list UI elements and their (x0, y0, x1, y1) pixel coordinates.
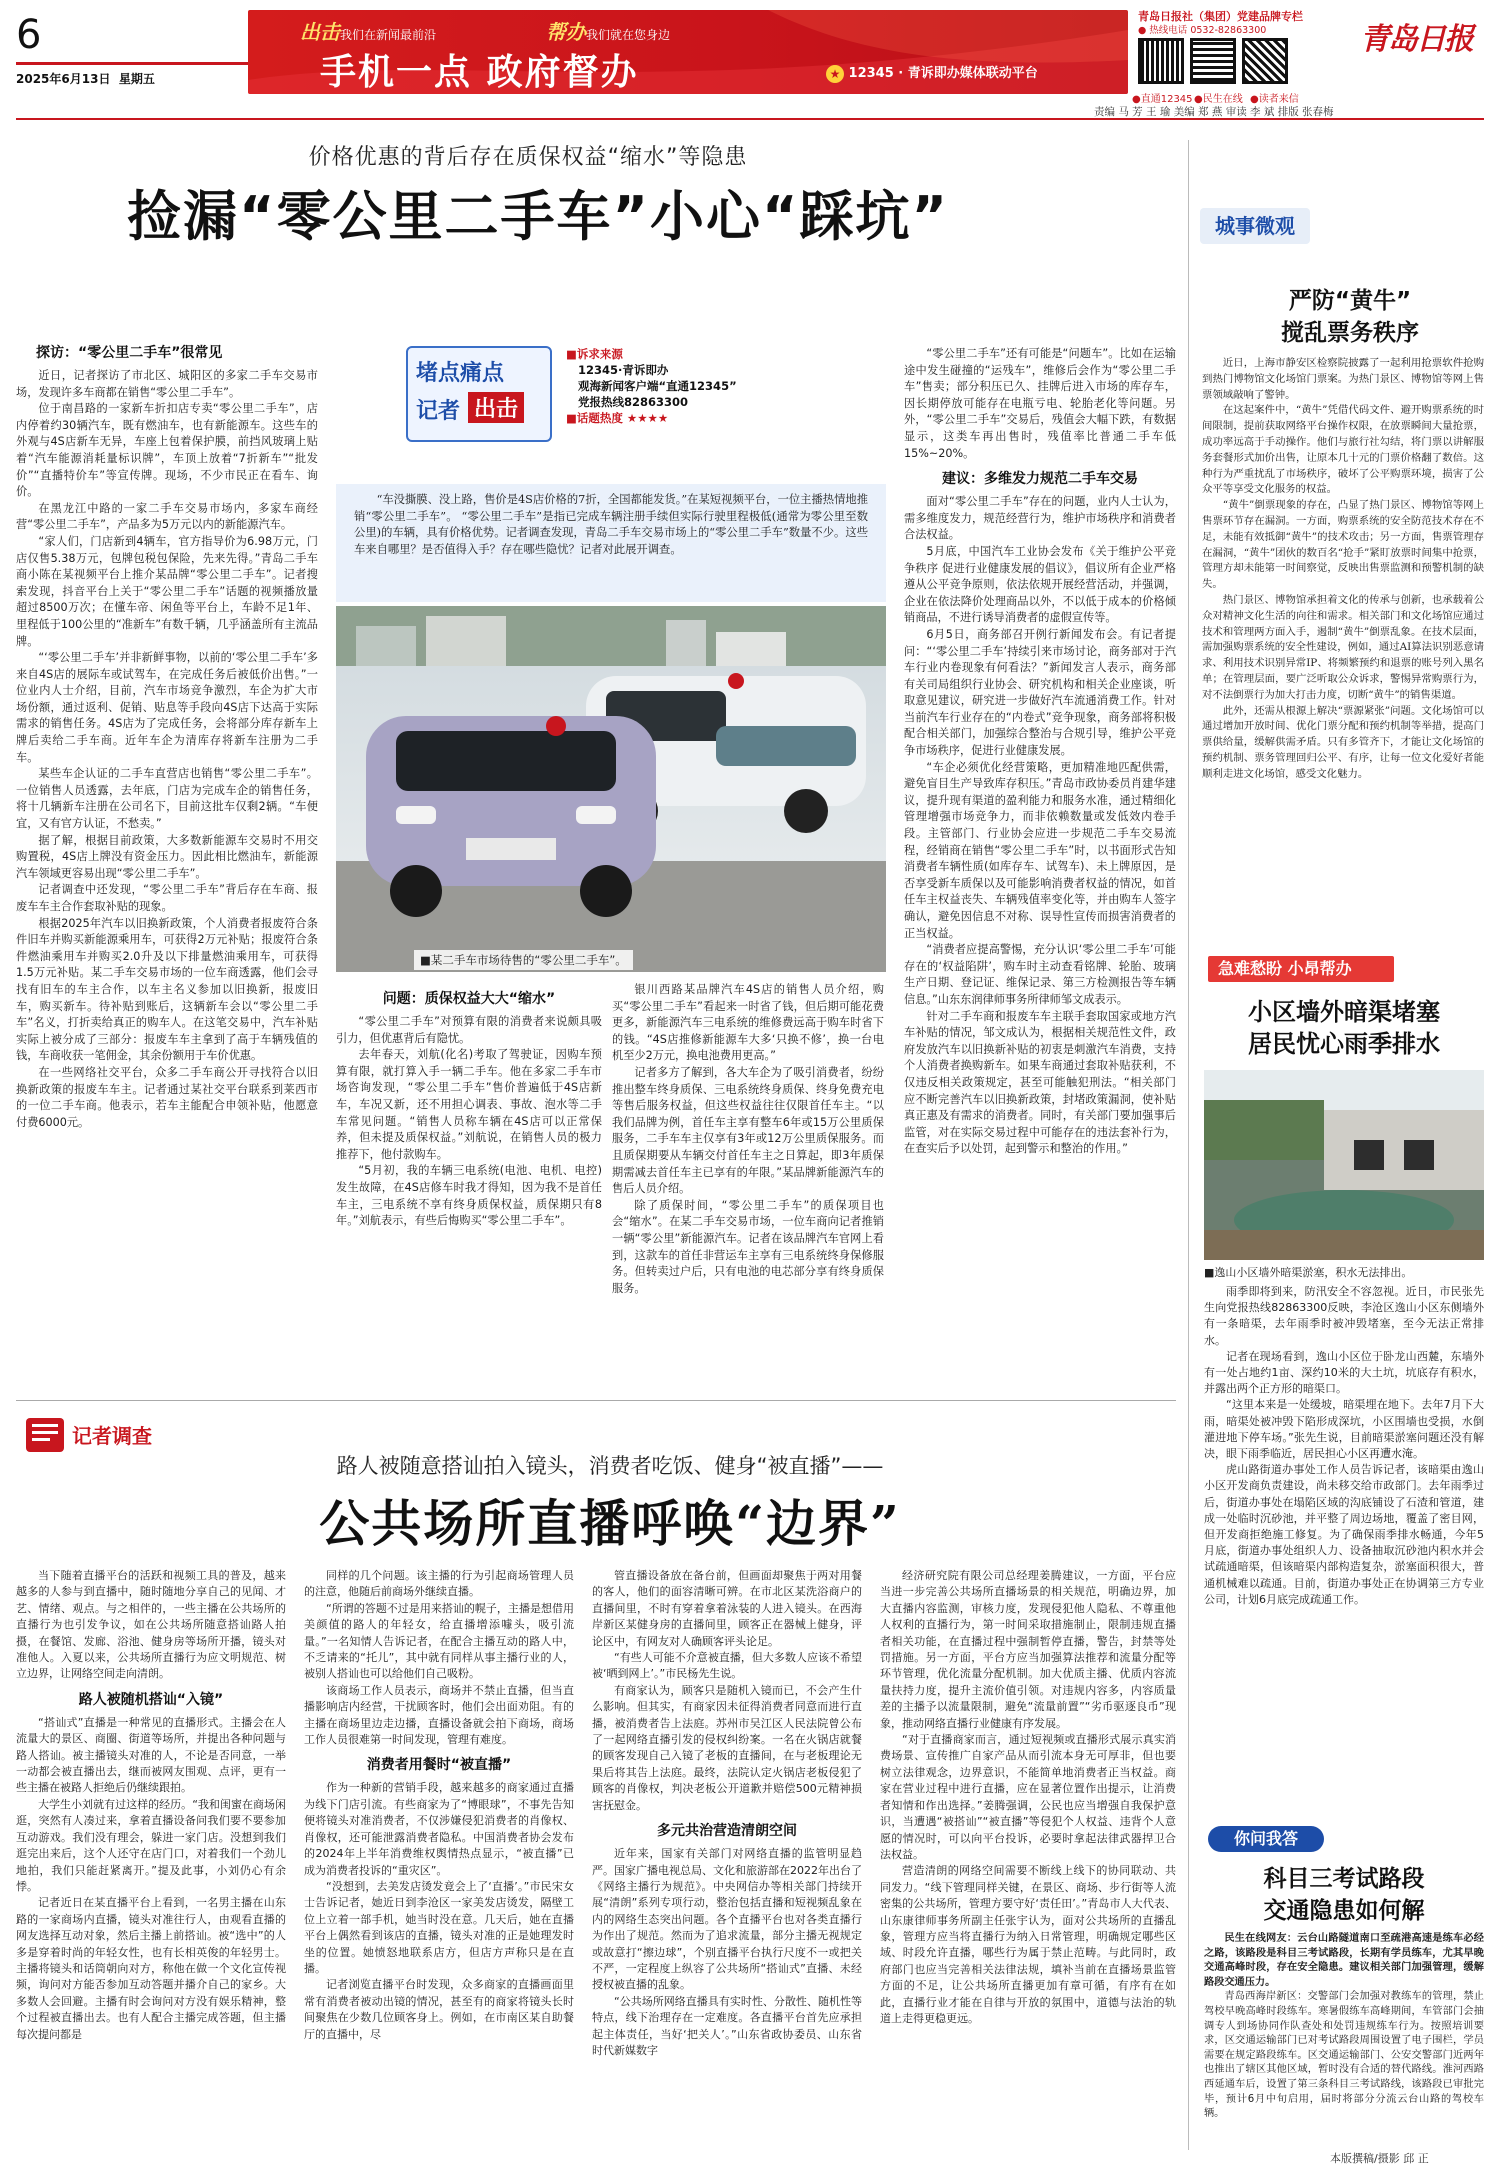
header-rule (16, 62, 272, 65)
story1-photo-caption: ■某二手车市场待售的“零公里二手车”。 (414, 950, 633, 970)
story1-kicker: 价格优惠的背后存在质保权益“缩水”等隐患 (308, 145, 748, 170)
paragraph: 银川西路某品牌汽车4S店的销售人员介绍，购买“零公里二手车”看起来一时省了钱，但后期可能花费更多，新能源汽车三电系统的维修费远高于购车时省下的钱。“4S店推修新能源车大多‘只换不修’，换一台电机至少2万元，换电池费用更高。” (612, 983, 884, 1063)
paragraph: 去年春天，刘航(化名)考取了驾驶证，因购车预算有限，就打算入手一辆二手车。他在多家二手车市场咨询发现，“零公里二手车”售价普遍低于4S店新车，车况又新，还不用担心调表、事故、泡水等二手车常见问题。“销售人员称车辆在4S店可以正常保养，但未提及质保权益。”刘航说，在销售人员的极力推荐下，他付款购车。 (336, 1048, 602, 1161)
paragraph: 营造清朗的网络空间需要不断线上线下的协同联动、共同发力。“线下管理同样关键，在景区、商场、步行街等人流密集的公共场所，管理方要守好‘责任田’。”青岛市人大代表、山东康律师事务所副主任张宇认为，面对公共场所的直播乱象，管理方应当将直播行为纳入日常管理，明确规定哪些区域、时段允许直播，哪些行为属于禁止范畴。与此同时，政府部门也应当完善相关法律法规，填补当前在直播场景监管方面的不足，让公共场所直播更加有章可循，有序有在如此，直播行业才能在自律与开放的氛围中，道德与法治的轨道上走得更稳更远。 (880, 1864, 1176, 2025)
paragraph: “零公里二手车”对预算有限的消费者来说颇具吸引力，但优惠背后有隐忧。 (336, 1015, 602, 1045)
side1-body (1202, 356, 1484, 940)
paragraph: 某些车企认证的二手车直营店也销售“零公里二手车”。一位销售人员透露，去年底，门店为完成车企的销售任务，将十几辆新车注册在公司名下，目前这批车仅剩2辆。“车便宜，又有官方认证，不愁卖。” (16, 767, 318, 831)
story2-sub-3: 多元共治营造清朗空间 (657, 1823, 797, 1840)
paragraph: “5月初，我的车辆三电系统(电池、电机、电控)发生故障，在4S店修车时我才得知，因为我不是首任车主，三电系统不享有终身质保权益，质保期只有8年。”刘航表示，有些后悔购买“零公里二手车”。 (336, 1164, 602, 1228)
side2-photo (1204, 1070, 1484, 1260)
paragraph: 记者近日在某直播平台上看到，一名男主播在山东路的一家商场内直播，镜头对准往行人，由观看直播的网友选择互动对象，然后主播上前搭讪。被“选中”的人多是穿着时尚的年轻女性，也有长相英俊的年轻男士。主播将镜头和话筒朝向对方，称他在做一个文化宣传视频，询问对方能否参加互动答题并播介自己的家乡。大多数人会回避。主播有时会询问对方没有娱乐精神，整个过程被直播出去。也有人配合主播完成答题，但主播每次提问都是 (16, 1896, 286, 2041)
banner (248, 10, 1128, 94)
masthead (0, 0, 1500, 116)
story2-rule (16, 1400, 1176, 1401)
paragraph: “这里本来是一处缓坡，暗渠埋在地下。去年7月下大雨，暗渠处被冲毁下陷形成深坑，小区围墙也受损，水倒灌进地下停车场。”张先生说，目前暗渠淤塞问题还没有解决，眼下雨季临近，居民担心小区再遭水淹。 (1204, 1398, 1484, 1461)
paragraph: “对于直播商家而言，通过短视频或直播形式展示真实消费场景、宣传推广自家产品从而引流本身无可厚非，但也要树立法律观念，边界意识，不能简单地消费者正当权益。商家在营业过程中进行直播，应在显著位置作出提示，让消费者知情和作出选择。”姜腾强调，公民也应当增强自我保护意识，当遭遇“被搭讪”“被直播”等侵犯个人权益、违背个人意愿的情况时，可以向平台投诉，必要时拿起法律武器捍卫合法权益。 (880, 1733, 1176, 1861)
heat-stars: ★★★★ (626, 411, 669, 425)
side3-headline-1: 科目三考试路段 (1263, 1866, 1425, 1892)
qr-code-1[interactable] (1138, 38, 1184, 84)
paragraph: “黄牛”倒票现象的存在，凸显了热门景区、博物馆等网上售票环节存在漏洞。一方面，购票系统的安全防范技术存在不足，未能有效抵御“黄牛”的技术攻击；另一方面，售票管理存在漏洞，“黄牛”团伙的数百名“抢手”紧盯放票时间集中抢票，管理方却未能第一时间察觉，反映出售票监测和预警机制的缺失。 (1202, 499, 1484, 591)
side2-headline-1: 小区墙外暗渠堵塞 (1248, 998, 1440, 1026)
side1-headline-2: 搅乱票务秩序 (1281, 320, 1419, 346)
qr-code-2[interactable] (1190, 38, 1236, 84)
masthead-rule (16, 118, 1484, 120)
side1-headline-1: 严防“黄牛” (1288, 288, 1412, 314)
source-box: ■诉求来源 12345·青诉即办 观海新闻客户端“直通12345” 党报热线82863300 ■话题热度 ★★★★ (566, 346, 816, 446)
story1-sub-1: 探访：“零公里二手车”很常见 (36, 345, 223, 361)
story2-column-tag (22, 1412, 182, 1458)
paragraph: “没想到，去美发店烫发竟会上了‘直播’。”市民宋女士告诉记者，她近日到李沧区一家美发店烫发，隔壁工位上立着一部手机，她当时没在意。几天后，她在直播平台上偶然看到该店的直播，镜头对准的正是她理发时坐的位置。她愤怒地联系店方，但店方声称只是在直播。 (304, 1879, 574, 1975)
page-number: 6 (16, 12, 42, 58)
heat-label: 话题热度 (576, 411, 623, 425)
paragraph: 虎山路街道办事处工作人员告诉记者，该暗渠由逸山小区开发商负责建设，尚未移交给市政部门。去年雨季过后，街道办事处在塌陷区域的沟底铺设了石渣和管道，建成一处临时沉砂池，并平整了周边场地，覆盖了密目网，但开发商拒绝施工修复。为了确保雨季排水畅通，今年5月底，街道办事处组织人力、设备抽取沉砂池内积水并会试疏通暗渠，但该暗渠内部构造复杂，淤塞面积很大，普通机械难以疏通。目前，街道办事处正在协调第三方专业公司，计划6月底完成疏通工作。 (1204, 1463, 1484, 1606)
story1-badge (406, 346, 552, 442)
qr-code-3[interactable] (1242, 38, 1288, 84)
side3-column-tag: 你问我答 (1208, 1826, 1324, 1852)
banner-slogan-1: 出击我们在新闻最前沿 (300, 20, 437, 44)
story1-headline: 捡漏“零公里二手车”小心“踩坑” (127, 185, 949, 248)
paragraph: 6月5日，商务部召开例行新闻发布会。有记者提问：“‘零公里二手车’持续引来市场讨论，商务部对于汽车行业内卷现象有何看法？”新闻发言人表示，商务部有关司局组织行业协会、研究机构和相关企业座谈，听取意见建议，研究进一步做好汽车流通消费工作。针对当前汽车行业存在的“内卷式”竞争现象，商务部将积极配合相关部门，加强综合整治与合规引导，维护公平竞争市场秩序，促进行业健康发展。 (904, 627, 1176, 758)
badge-line-3: 出击 (468, 392, 524, 423)
badge-line-2: 记者 (416, 399, 461, 424)
paragraph: “有些人可能不介意被直播，但大多数人应该不希望被‘晒到网上’。”市民杨先生说。 (592, 1651, 862, 1681)
paragraph: 此外，还需从根源上解决“票源紧张”问题。文化场馆可以通过增加开放时间、优化门票分配和预约机制等举措，提高门票供给量，缓解供需矛盾。只有多管齐下，才能让文化场馆的预约机制、票务管理回归公平、有序，让每一位文化爱好者能顺利走进文化场馆，感受文化魅力。 (1202, 704, 1484, 780)
paragraph: 记者多方了解到，各大车企为了吸引消费者，纷纷推出整车终身质保、三电系统终身质保、终身免费充电等售后服务权益，但这些权益往往仅限首任车主。“以我们品牌为例，首任车主享有整车6年或15万公里质保服务，二手车车主仅享有3年或12万公里质保服务。而且质保期要从车辆交付首任车主之日算起，即3年质保期需减去首任车主已享有的年限。”某品牌新能源汽车的售后人员介绍。 (612, 1065, 884, 1196)
story1-sub-2: 问题：质保权益大大“缩水” (382, 991, 556, 1007)
paragraph: 经济研究院有限公司总经理姜腾建议，一方面，平台应当进一步完善公共场所直播场景的相关规范，明确边界，加大直播内容监测，审核力度，发现侵犯他人隐私、不尊重他人权利的直播行为，第一时间采取措施制止，限制违规直播者相关功能，在直播过程中强制暂停直播，警告，封禁等处罚措施。另一方面，平台方应当加强算法推荐和流量分配等环节管理，优化流量分配机制。加大优质主播、优质内容流量扶持力度，提升主流价值引领。对违规内容多，内容质量差的主播予以流量限制，避免“流量前置”“劣币驱逐良币”现象，推动网络直播行业健康有序发展。 (880, 1569, 1176, 1730)
story1-column-1 (16, 342, 318, 1392)
date-text: 2025年6月13日 (16, 72, 111, 86)
paragraph: 针对二手车商和报废车车主联手套取国家或地方汽车补贴的情况，邹文成认为，根据相关规范性文件，政府发放汽车以旧换新补贴的初衷是刺激汽车消费，支持个人消费者换购新车。如果车商通过套取补贴获利，不仅违反相关政策规定，甚至可能触犯刑法。“相关部门应不断完善汽车以旧换新政策，封堵政策漏洞，使补贴真正惠及有需求的消费者。同时，有关部门要加强事后监管，对在实际交易过程中可能存在的违法套补行为，在查实后予以处罚，起到警示和整治的作用。” (904, 1009, 1176, 1156)
paragraph: “家人们，门店新到4辆车，官方指导价为6.98万元，门店仅售5.38万元，包牌包税包保险，先来先得。”青岛二手车商小陈在某视频平台上推介某品牌“零公里二手车”。记者搜索发现，抖音平台上关于“零公里二手车”话题的视频播放量超过8500万次；在懂车帝、闲鱼等平台上，车龄不足1年、里程低于100公里的“准新车”有数千辆，几乎涵盖所有主流品牌。 (16, 534, 318, 648)
story2-kicker: 路人被随意搭讪拍入镜头，消费者吃饭、健身“被直播”—— (336, 1454, 884, 1478)
paragraph: 管直播设备放在备台前，但画面却聚焦于两对用餐的客人，他们的面容清晰可辨。在市北区某洗浴商户的直播间里，不时有穿着拿着泳装的人进入镜头。在西海岸新区某健身房的直播间里，顾客正在器械上健身，评论区中，有网友对人确顾客评头论足。 (592, 1569, 862, 1648)
column-divider (1188, 140, 1189, 2150)
paragraph: 有商家认为，顾客只是随机入镜而已，不会产生什么影响。但其实，有商家因未征得消费者同意而进行直播，被消费者告上法庭。苏州市吴江区人民法院曾公布了一起网络直播引发的侵权纠纷案。一名在火锅店就餐的顾客发现自己入镜了老板的直播间，在与老板理论无果后将其告上法庭。最终，法院认定火锅店老板侵犯了顾客的肖像权，判决老板公开道歉并赔偿500元精神损害抚慰金。 (592, 1683, 862, 1812)
paragraph: “车企必须优化经营策略，更加精准地匹配供需，避免盲目生产导致库存积压。”青岛市政协委员肖建华建议，提升现有渠道的盈利能力和服务水准，通过精细化管理增强市场竞争力，而非依赖数量或发低效内卷手段。主管部门、行业协会应进一步规范二手车交易流程，经销商在销售“零公里二手车”时，以书面形式告知消费者车辆性质(如库存车、试驾车)、未上牌原因，是否享受新车质保以及可能影响消费者权益的情况，如首任车主权益丧失、车辆残值率变化等，并由购车人签字确认，避免因信息不对称、误导性宣传而损害消费者的正当权益。 (904, 760, 1176, 940)
side2-body (1204, 1284, 1484, 1812)
paragraph: 近年来，国家有关部门对网络直播的监管明显趋严。国家广播电视总局、文化和旅游部在2022年出台了《网络主播行为规范》。中央网信办等相关部门持续开展“清朗”系列专项行动，整治包括直播和短视频乱象在内的网络生态突出问题。各个直播平台也对各类直播行为作出了规范。然而为了追求流量，部分主播无视规定或故意打“擦边球”，个别直播平台执行尺度不一或把关不严，一定程度上纵容了公共场所“搭讪式”直播、未经授权被直播的乱象。 (592, 1847, 862, 1992)
newspaper-logo: 青岛日报 (1360, 22, 1472, 57)
qr-label-1: ●直通12345 (1132, 94, 1193, 105)
side3-body (1204, 1932, 1484, 2144)
paragraph: 5月底，中国汽车工业协会发布《关于维护公平竞争秩序 促进行业健康发展的倡议》，倡议所有企业严格遵从公平竞争原则，依法依规开展经营活动，并强调，企业在依法降价处理商品以外，不以低于成本的价格倾销商品，不进行诱导消费者的虚假宣传等。 (904, 544, 1176, 625)
banner-main: 手机一点 政府督办 (320, 52, 639, 93)
qr-label-2: ●民生在线 (1194, 94, 1243, 105)
paragraph: “所谓的答题不过是用来搭讪的幌子，主播是想借用美颜值的路人的年轻女，给直播增添噱头，吸引流量。”一名知情人告诉记者，在配合主播互动的路人中，不乏请来的“托儿”，其中就有同样从事主播行业的人，被别人搭讪也可以给他们自己吸粉。 (304, 1601, 574, 1681)
answer-paragraph: 青岛西海岸新区：交警部门会加强对教练车的管理，禁止驾校早晚高峰时段练车。寒暑假练车高峰期间，车管部门会抽调专人到场协同作队查处和处罚违规练车行为。按照培训要求，区交通运输部门已对考试路段周围设置了电子围栏，学员需要在规定路段练车。区交通运输部门、公安交警部门近两年也推出了辖区其他区域，暂时没有合适的替代路线。淮河西路西延通车后，设置了第三条科目三考试路线，该路段已审批完毕，预计6月中旬启用，届时将部分分流云台山路的驾校车辆。 (1204, 1991, 1484, 2120)
story2-sub-2: 消费者用餐时“被直播” (366, 1757, 512, 1774)
side3-headline-2: 交通隐患如何解 (1263, 1898, 1425, 1924)
source-title: 诉求来源 (576, 347, 623, 361)
paragraph: 近日，记者探访了市北区、城阳区的多家二手车交易市场，发现许多车商都在销售“零公里二手车”。 (16, 369, 318, 399)
paragraph: 在一些网络社交平台，众多二手车商公开寻找符合以旧换新政策的报废车车主。记者通过某社交平台联系到莱西市的一位二手车商。他表示，若车主能配合申领补贴，他愿意付费6000元。 (16, 1065, 318, 1129)
phone-text: ● 热线电话 0532-82863300 (1138, 25, 1267, 36)
story1-column-3 (612, 982, 884, 1392)
story1-sub-3: 建议：多维发力规范二手车交易 (942, 471, 1138, 488)
paragraph: 据了解，根据目前政策，大多数新能源车交易时不用交购置税，4S店上牌没有资金压力。因此相比燃油车，新能源汽车领域更容易出现“零公里二手车”。 (16, 833, 318, 880)
paragraph: 面对“零公里二手车”存在的问题，业内人士认为，需多维度发力，规范经营行为，维护市场秩序和消费者合法权益。 (904, 495, 1176, 542)
column-label: 记者调查 (72, 1424, 152, 1448)
story2-column-1 (16, 1568, 286, 2164)
source-line-2: 12345·青诉即办 (578, 363, 669, 377)
question-paragraph: 民生在线网友：云台山路隧道南口至疏港高速是练车必经之路，该路段是科目三考试路段，长期有学员练车，尤其早晚交通高峰时段，存在安全隐患。建议相关部门加强管理，缓解路段交通压力。 (1204, 1933, 1484, 1988)
banner-slogan-2: 帮办我们就在您身边 (546, 20, 671, 44)
badge-line-1: 堵点痛点 (416, 361, 505, 386)
paragraph: “公共场所网络直播具有实时性、分散性、随机性等特点，线下治理存在一定难度。各直播平台首先应承担起主体责任，当好‘把关人’。”山东省政协委员、山东省时代新媒数字 (592, 1994, 862, 2057)
paragraph: “消费者应提高警惕，充分认识‘零公里二手车’可能存在的‘权益陷阱’，购车时主动查看铭牌、轮胎、玻璃生产日期、登记证、维保记录、第三方检测报告等车辆信息。”山东东润律师事务所律师邹文成表示。 (904, 943, 1176, 1006)
sponsor-text: 青岛日报社（集团）党建品牌专栏 (1138, 10, 1303, 23)
paragraph: “‘零公里二手车’并非新鲜事物，以前的‘零公里二手车’多来自4S店的展际车或试驾车，在完成任务后被低价出售。”一位业内人士介绍，目前，汽车市场竞争激烈，车企为扩大市场份额，通过返利、促销、贴息等手段向4S店下达高于实际需求的销售任务。4S店为了完成任务，会将部分库存新车上牌后卖给二手车商。近年车企为清库存将新车注册为二手车。 (16, 651, 318, 764)
side1-column-tag: 城事微观 (1200, 208, 1310, 244)
qr-label-3: ●读者来信 (1250, 94, 1299, 105)
source-line-4: 党报热线82863300 (578, 395, 689, 409)
paragraph: 在黑龙江中路的一家二手车交易市场内，多家车商经营“零公里二手车”，产品多为5万元以内的新能源汽车。 (16, 501, 318, 532)
paragraph: 该商场工作人员表示，商场并不禁止直播，但当直播影响店内经营，干扰顾客时，他们会出面劝阻。有的主播在商场里边走边播，直播设备就会拍下商场，商场工作人员很难第一时间发现，管理有难度。 (304, 1683, 574, 1747)
blocked-drain-photo (1204, 1070, 1484, 1260)
paragraph: 作为一种新的营销手段，越来越多的商家通过直播为线下门店引流。有些商家为了“博眼球”，不事先告知便将镜头对准消费者，不仅涉嫌侵犯消费者的肖像权、肖像权，还可能泄露消费者隐私。中国消费者协会发布的2024年上半年消费维权舆情热点显示，“被直播”已成为消费者投诉的“重灾区”。 (304, 1781, 574, 1877)
paragraph: 当下随着直播平台的活跃和视频工具的普及，越来越多的人参与到直播中，随时随地分享自己的见闻、才艺、情绪、观点。与之相伴的，一些主播在公共场所的直播行为也引发争议，如在公共场所随意搭讪路人拍摄，在餐馆、发廊、浴池、健身房等场所开播，镜头对准他人。入夏以来，公共场所直播行为应文明规范、树立边界，让网络空间走向清朗。 (16, 1569, 286, 1681)
paragraph: “搭讪式”直播是一种常见的直播形式。主播会在人流量大的景区、商圈、街道等场所，并提出各种问题与路人搭讪。被主播镜头对准的人，不论是否同意，一举一动都会被直播出去，继而被网友围观、点评，更有一些主播在被路人拒绝后仍继续跟拍。 (16, 1715, 286, 1795)
page-footer-credit: 本版撰稿/摄影 邱 正 (1330, 2152, 1429, 2165)
story2-column-4 (880, 1568, 1176, 2164)
paragraph: 大学生小刘就有过这样的经历。“我和闺蜜在商场闲逛，突然有人凑过来，拿着直播设备问我们要不要参加互动游戏。我们没有理会，躲进一家门店。没想到我们逛完出来后，这个人还守在店门口，对着我们一个劲儿地拍，我们只能赶紧离开。”提及此事，小刘仍心有余悸。 (16, 1797, 286, 1893)
story1-photo (336, 606, 886, 972)
header-credits: 责编 马 芳 王 瑜 美编 郑 燕 审读 李 斌 排版 张春梅 (1094, 106, 1334, 118)
paragraph: “零公里二手车”还有可能是“问题车”。比如在运输途中发生碰撞的“运残车”，维修后会作为“零公里二手车”售卖；部分积压已久、挂牌后进入市场的库存车，因长期停放可能存在电瓶亏电、轮胎老化等问题。另外，“零公里二手车”交易后，残值会大幅下跌，有数据显示，这类车再出售时，残值率比普通二手车低15%~20%。 (904, 347, 1176, 460)
story2-sub-1: 路人被随机搭讪“入镜” (78, 1691, 224, 1708)
paragraph: 同样的几个问题。该主播的行为引起商场管理人员的注意，他随后前商场外继续直播。 (304, 1569, 574, 1599)
story1-intro: “车没撕膜、没上路，售价是4S店价格的7折，全国都能发货。”在某短视频平台，一位主播热情地推销“零公里二手车”。 “零公里二手车”是指已完成车辆注册手续但实际行驶里程极低(通常为零公里至数公里)的车辆，具有价格优势。记者调查发现，青岛二手车交易市场上的“零公里二手车”数量不少。这些车来自哪里？是否值得入手？存在哪些隐忧？记者对此展开调查。 (336, 484, 886, 602)
paragraph: 记者调查中还发现，“零公里二手车”背后存在车商、报废车车主合作套取补贴的现象。 (16, 883, 318, 913)
source-line-3: 观海新闻客户端“直通12345” (578, 379, 737, 393)
paragraph: 记者在现场看到，逸山小区位于卧龙山西麓，东墙外有一处占地约1亩、深约10米的大土坑，坑底存有积水，并露出两个正方形的暗渠口。 (1204, 1349, 1484, 1396)
paragraph: 根据2025年汽车以旧换新政策，个人消费者报废符合条件旧车并购买新能源乘用车，可获得2万元补贴；报废符合条件燃油乘用车并购买2.0升及以下排量燃油乘用车，可获得1.5万元补贴。某二手车交易市场的一位车商透露，他们会寻找有旧车的车主合作，以车主名义参加以旧换新，报废旧车，购买新车。待补贴到账后，这辆新车会以“零公里二手车”名义，打折卖给真正的购车人。在这笔交易中，汽车补贴实际上被分成了三部分：报废车车主拿到了高于车辆残值的钱，车商收获一笔佣金，其余份额用于车价优惠。 (16, 916, 318, 1063)
side2-column-tag: 急难愁盼 小昂帮办 (1208, 956, 1394, 982)
paragraph: 除了质保时间，“零公里二手车”的质保项目也会“缩水”。在某二手车交易市场，一位车商向记者推销一辆“零公里”新能源汽车。记者在该品牌汽车官网上看到，这款车的首任非营运车主享有三电系统终身保修服务。但转卖过户后，只有电池的电芯部分享有终身质保服务。 (612, 1198, 884, 1295)
story2-column-2 (304, 1568, 574, 2164)
paragraph: 热门景区、博物馆承担着文化的传承与创新，也承载着公众对精神文化生活的向往和需求。相关部门和文化场馆应通过技术和管理两方面入手，遏制“黄牛”倒票乱象。在技术层面，需加强购票系统的安全性建设，例如，通过AI算法识别恶意请求、利用技术识别异常IP、将频繁预约和退票的账号列入黑名单；在管理层面，要广泛听取公众诉求，警惕异常购票行为，对不法倒票行为加大打击力度，切断“黄牛”的销售渠道。 (1202, 593, 1484, 701)
side2-headline-2: 居民忧心雨季排水 (1248, 1030, 1440, 1058)
story2-headline: 公共场所直播呼唤“边界” (319, 1494, 901, 1553)
paragraph: 在这起案件中，“黄牛”凭借代码文件、避开购票系统的时间限制，提前获取网络平台操作权限，在放票瞬间大量抢票，成功率远高于手动操作。他们与旅行社勾结，将门票以讲解服务套餐形式加价出售，让原本几十元的门票价格翻了数倍。这种行为严重扰乱了市场秩序，破坏了公平购票环境，损害了公众平等享受文化服务的权益。 (1202, 404, 1484, 496)
party-emblem-icon: ★ (826, 65, 844, 83)
side2-photo-caption: ■逸山小区墙外暗渠淤塞，积水无法排出。 (1204, 1266, 1413, 1279)
story1-column-2 (336, 982, 602, 1392)
banner-hotline: ★ 12345 · 青诉即办媒体联动平台 (826, 62, 1038, 83)
story2-column-3 (592, 1568, 862, 2164)
paragraph: 位于南昌路的一家新车折扣店专卖“零公里二手车”，店内停着约30辆汽车，既有燃油车，也有新能源车。这些车的外观与4S店新车无异，车座上包着保护膜，前挡风玻璃上贴着“汽车能源消耗量标识牌”，车顶上放着“7折新车”“批发价”“直播特价车”等宣传牌。现场，不少市民正在看车、询价。 (16, 402, 318, 499)
paragraph: 雨季即将到来，防汛安全不容忽视。近日，市民张先生向党报热线82863300反映，李沧区逸山小区东侧墙外有一条暗渠，去年雨季时被冲毁堵塞，至今无法正常排水。 (1204, 1285, 1484, 1347)
story1-column-4 (904, 346, 1176, 1392)
paragraph: 近日，上海市静安区检察院披露了一起利用抢票软件抢购到热门博物馆文化场馆门票案。为热门景区、博物馆等网上售票领域敲响了警钟。 (1202, 357, 1484, 401)
paragraph: 记者浏览直播平台时发现，众多商家的直播画面里常有消费者被动出镜的情况，甚至有的商家将镜头长时间聚焦在少数几位顾客身上。例如，在市南区某自助餐厅的直播中，尽 (304, 1978, 574, 2041)
issue-date (16, 70, 155, 87)
weekday-text: 星期五 (118, 72, 155, 86)
used-car-lot-photo (336, 606, 886, 972)
